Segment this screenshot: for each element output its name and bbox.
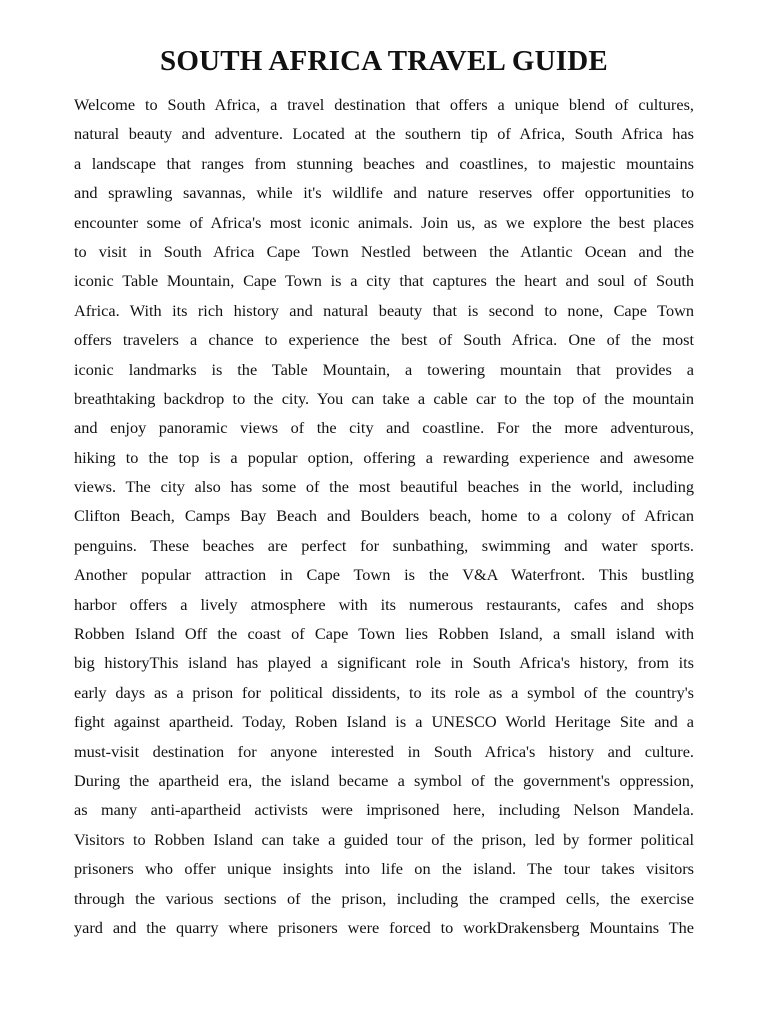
text-line: and enjoy panoramic views of the city and coastline. For the more adventurous, — [74, 418, 694, 438]
text-line: yard and the quarry where prisoners were forced to workDrakensberg Mountains The — [74, 917, 694, 937]
text-line: views. The city also has some of the most beautiful beaches in the world, including — [74, 477, 694, 497]
text-line: fight against apartheid. Today, Roben Island is a UNESCO World Heritage Site and a — [74, 712, 694, 732]
text-line: encounter some of Africa's most iconic animals. Join us, as we explore the best places — [74, 212, 694, 232]
text-line: iconic landmarks is the Table Mountain, a towering mountain that provides a — [74, 359, 694, 379]
text-line: Robben Island Off the coast of Cape Town lies Robben Island, a small island with — [74, 624, 694, 644]
body-paragraph — [74, 90, 694, 942]
text-line: Welcome to South Africa, a travel destination that offers a unique blend of cultures, — [74, 95, 694, 114]
text-line: iconic Table Mountain, Cape Town is a city that captures the heart and soul of South — [74, 271, 694, 291]
text-line: offers travelers a chance to experience the best of South Africa. One of the most — [74, 330, 694, 350]
text-line: harbor offers a lively atmosphere with its numerous restaurants, cafes and shops — [74, 594, 694, 614]
text-line: to visit in South Africa Cape Town Nestled between the Atlantic Ocean and the — [74, 241, 694, 261]
text-line: big historyThis island has played a significant role in South Africa's history, from its — [74, 653, 694, 673]
text-line: a landscape that ranges from stunning beaches and coastlines, to majestic mountains — [74, 153, 694, 173]
document-title: SOUTH AFRICA TRAVEL GUIDE — [160, 45, 608, 77]
text-line: Another popular attraction in Cape Town is the V&A Waterfront. This bustling — [74, 565, 694, 585]
text-line: Visitors to Robben Island can take a guided tour of the prison, led by former political — [74, 829, 694, 849]
text-line: as many anti-apartheid activists were imprisoned here, including Nelson Mandela. — [74, 800, 694, 820]
text-line: Africa. With its rich history and natural beauty that is second to none, Cape Town — [74, 300, 694, 320]
text-line: natural beauty and adventure. Located at the southern tip of Africa, South Africa has — [74, 124, 694, 144]
text-line: through the various sections of the prison, including the cramped cells, the exercise — [74, 888, 694, 908]
text-line: penguins. These beaches are perfect for sunbathing, swimming and water sports. — [74, 535, 694, 555]
text-line: early days as a prison for political dissidents, to its role as a symbol of the country's — [74, 682, 694, 702]
text-line: hiking to the top is a popular option, offering a rewarding experience and awesome — [74, 447, 694, 467]
text-line: During the apartheid era, the island became a symbol of the government's oppression, — [74, 770, 694, 790]
text-line: breathtaking backdrop to the city. You can take a cable car to the top of the mountain — [74, 388, 694, 408]
text-line: prisoners who offer unique insights into life on the island. The tour takes visitors — [74, 859, 694, 879]
text-line: Clifton Beach, Camps Bay Beach and Boulders beach, home to a colony of African — [74, 506, 694, 526]
text-line: must-visit destination for anyone interested in South Africa's history and culture. — [74, 741, 694, 761]
text-line: and sprawling savannas, while it's wildlife and nature reserves offer opportunities to — [74, 183, 694, 203]
